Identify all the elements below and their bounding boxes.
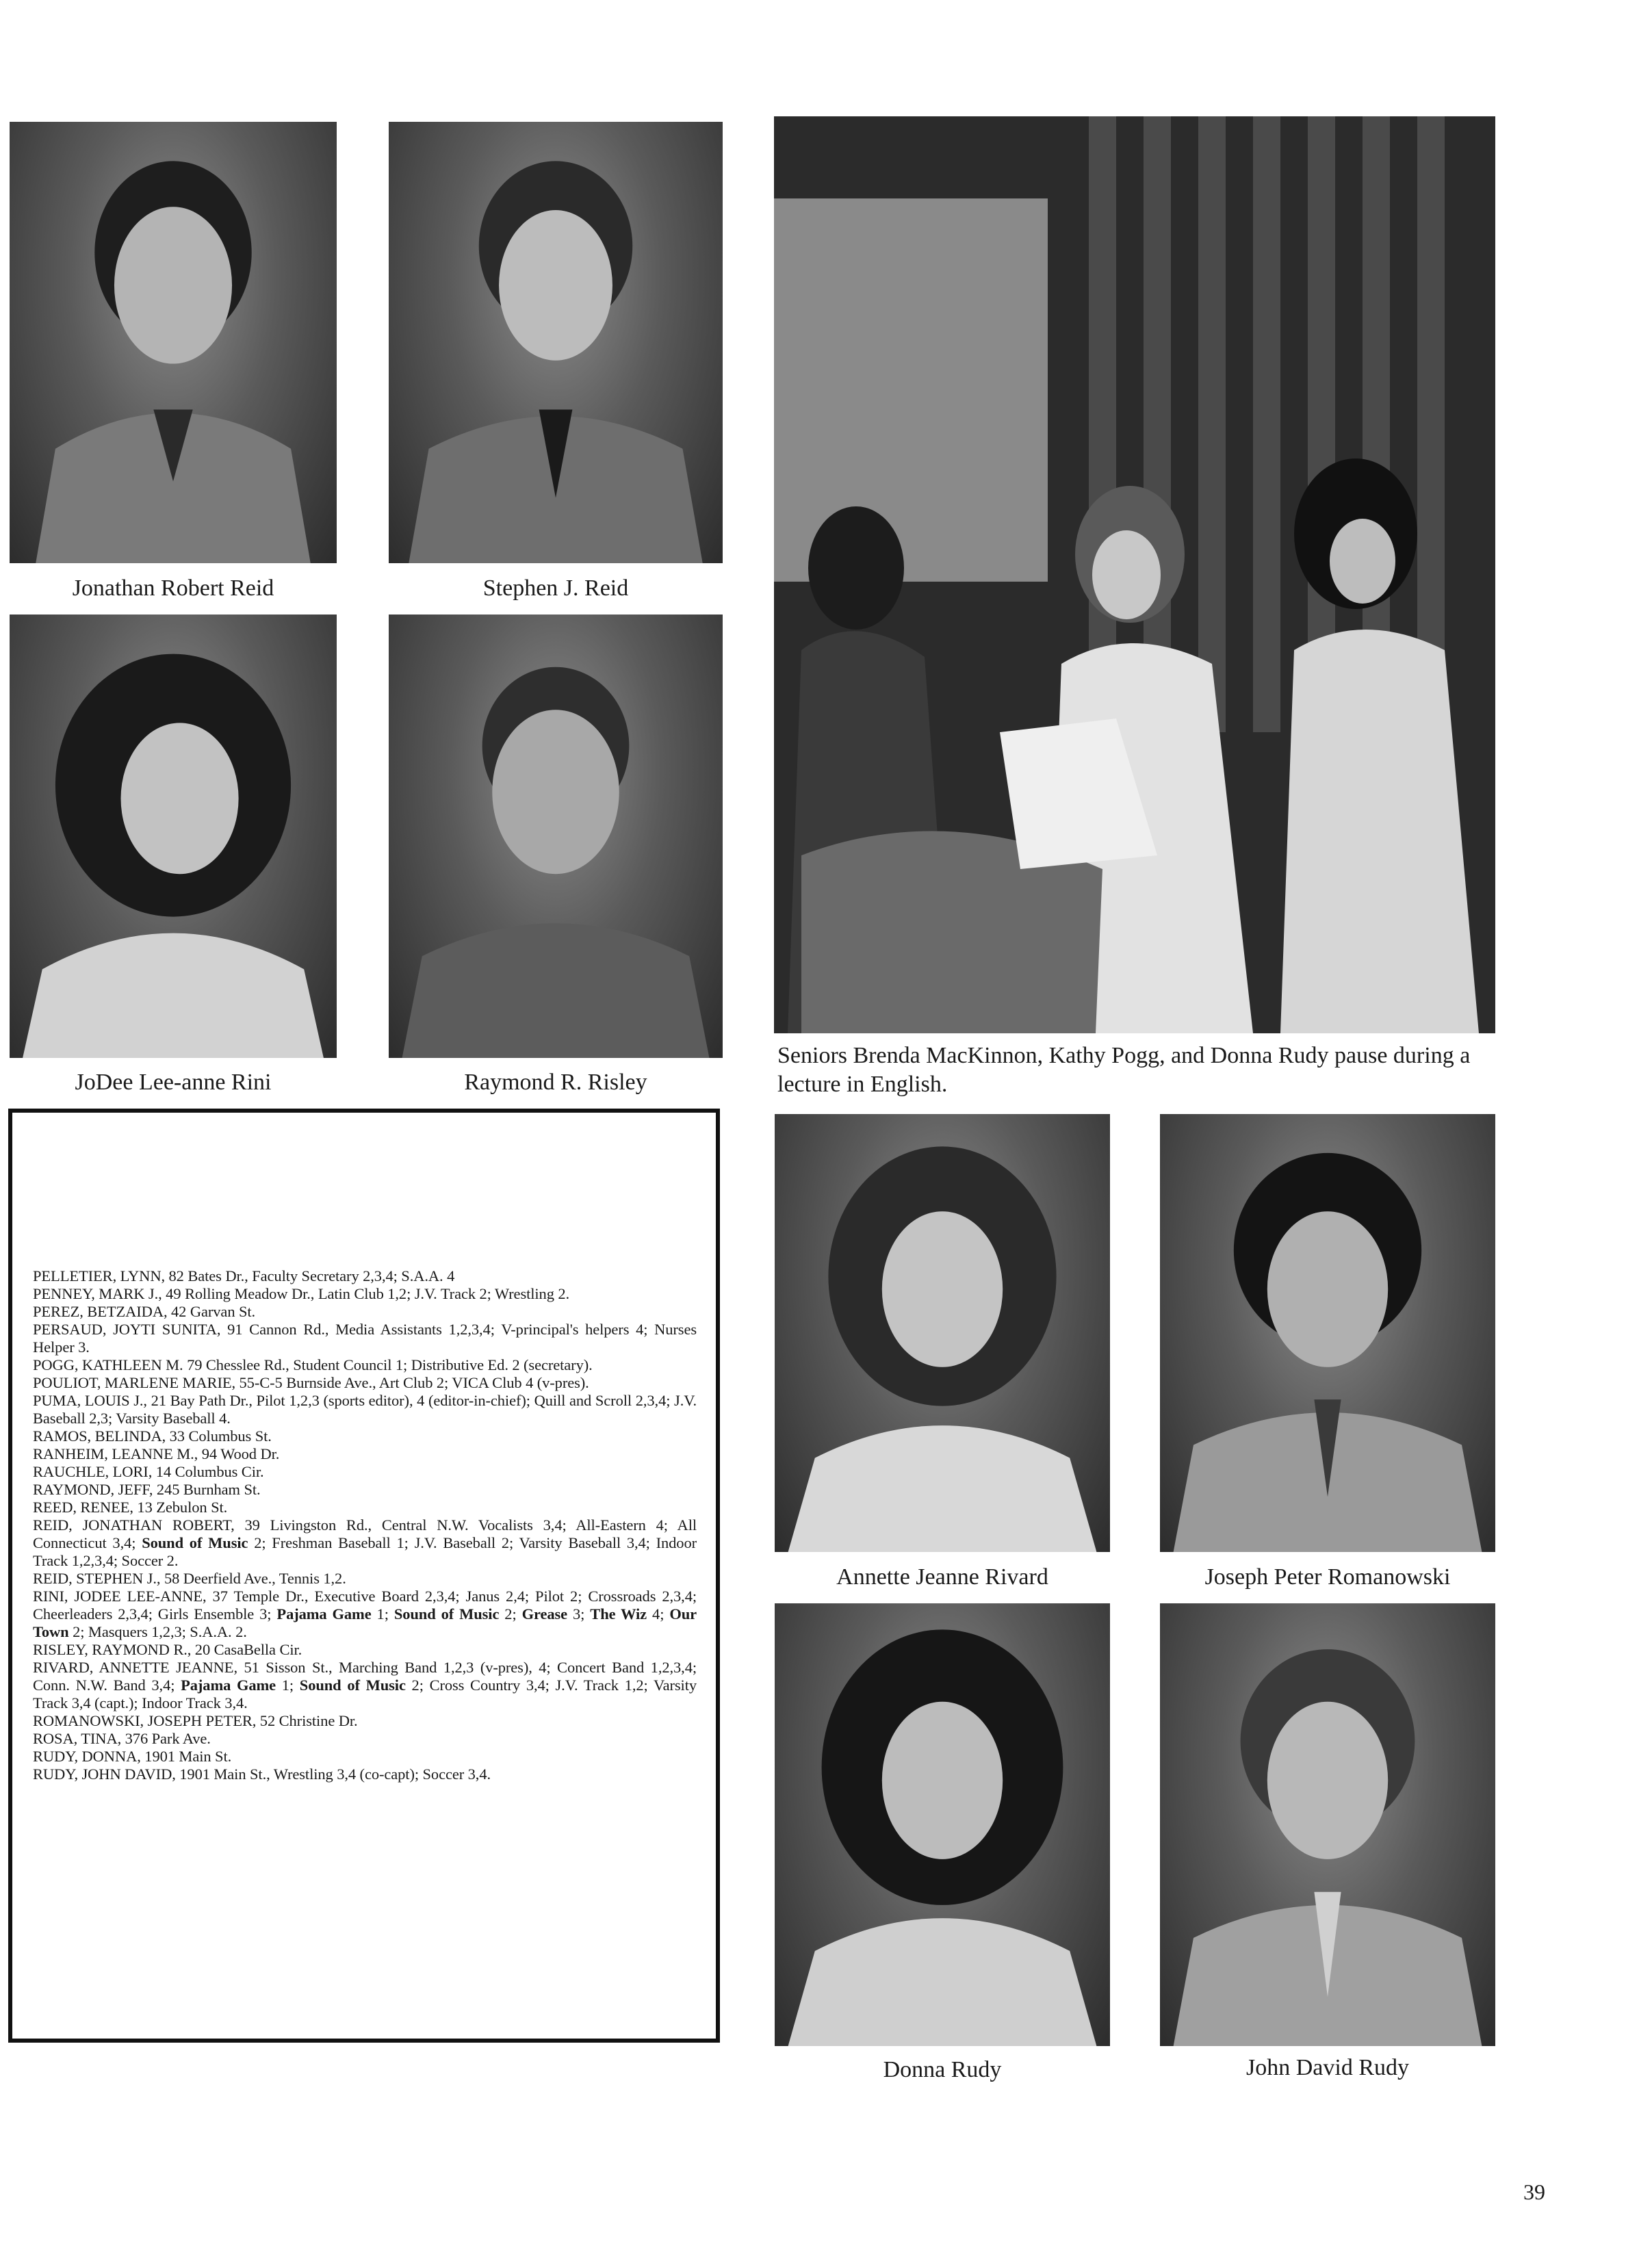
portrait-photo-donna-rudy — [775, 1603, 1110, 2046]
index-entry: REID, STEPHEN J., 58 Deerfield Ave., Tennis 1,2. — [33, 1570, 346, 1587]
portrait-photo-jodee-rini — [10, 615, 337, 1058]
index-entry-show-title: Sound of Music — [299, 1677, 406, 1694]
page-number: 39 — [1523, 2180, 1545, 2204]
portrait-caption: Annette Jeanne Rivard — [836, 1564, 1048, 1590]
index-entry: ROMANOWSKI, JOSEPH PETER, 52 Christine Dr. — [33, 1712, 358, 1729]
index-entry-text: 2; Cross Country 3,4; J.V. Track 1,2; Varsity Track 3,4 (capt.); Indoor Track 3,4. — [33, 1677, 697, 1711]
portrait-photo-john-rudy — [1160, 1603, 1495, 2046]
index-entry-text: 2; Masquers 1,2,3; S.A.A. 2. — [68, 1623, 247, 1640]
index-entry-text: REID, JONATHAN ROBERT, 39 Livingston Rd., Central N.W. Vocalists 3,4; All-Eastern 4; All Connecticut 3,4; — [33, 1516, 697, 1551]
index-entry — [33, 1588, 697, 1641]
index-entry: RISLEY, RAYMOND R., 20 CasaBella Cir. — [33, 1641, 302, 1658]
portrait-caption: Raymond R. Risley — [464, 1070, 647, 1095]
index-entry — [33, 1516, 697, 1570]
senior-index-list — [33, 1267, 697, 1783]
index-entry-show-title: Our Town — [33, 1605, 697, 1640]
index-entry-text: 3; — [567, 1605, 591, 1622]
index-entry: RAYMOND, JEFF, 245 Burnham St. — [33, 1481, 261, 1498]
index-entry: PUMA, LOUIS J., 21 Bay Path Dr., Pilot 1,2,3 (sports editor), 4 (editor-in-chief); Quill and Scroll 2,3,4; J.V. Baseball 2,3; Varsity Baseball 4. — [33, 1392, 697, 1427]
portrait-caption: Jonathan Robert Reid — [72, 576, 274, 601]
index-entry: POGG, KATHLEEN M. 79 Chesslee Rd., Student Council 1; Distributive Ed. 2 (secretary). — [33, 1356, 593, 1373]
index-entry: POULIOT, MARLENE MARIE, 55-C-5 Burnside Ave., Art Club 2; VICA Club 4 (v-pres). — [33, 1374, 589, 1391]
index-entry-text: RINI, JODEE LEE-ANNE, 37 Temple Dr., Executive Board 2,3,4; Janus 2,4; Pilot 2; Crossroads 2,3,4; Cheerleaders 2,3,4; Girls Ensemble 3; — [33, 1588, 697, 1622]
index-entry-show-title: Sound of Music — [393, 1605, 500, 1622]
index-entry-text: 2; Freshman Baseball 1; J.V. Baseball 2; Varsity Baseball 3,4; Indoor Track 1,2,3,4; Soccer 2. — [33, 1534, 697, 1569]
portrait-caption: JoDee Lee-anne Rini — [75, 1070, 272, 1095]
portrait-caption: Donna Rudy — [883, 2057, 1002, 2082]
portrait-photo-jonathan-reid — [10, 122, 337, 563]
portrait-photo-annette-rivard — [775, 1114, 1110, 1552]
senior-index-box — [8, 1109, 720, 2043]
index-entry: PERSAUD, JOYTI SUNITA, 91 Cannon Rd., Media Assistants 1,2,3,4; V-principal's helpers 4; Nurses Helper 3. — [33, 1321, 697, 1356]
index-entry-text: 1; — [276, 1677, 300, 1694]
index-entry: PEREZ, BETZAIDA, 42 Garvan St. — [33, 1303, 256, 1320]
index-entry-show-title: Grease — [521, 1605, 568, 1622]
portrait-photo-stephen-reid — [389, 122, 723, 563]
index-entry: RAUCHLE, LORI, 14 Columbus Cir. — [33, 1463, 264, 1480]
index-entry: REED, RENEE, 13 Zebulon St. — [33, 1499, 228, 1516]
classroom-group-photo — [774, 116, 1495, 1033]
group-photo-caption: Seniors Brenda MacKinnon, Kathy Pogg, and Donna Rudy pause during a lecture in English. — [777, 1043, 1471, 1097]
portrait-photo-raymond-risley — [389, 615, 723, 1058]
portrait-caption: John David Rudy — [1246, 2055, 1409, 2080]
index-entry-show-title: Pajama Game — [181, 1677, 276, 1694]
index-entry: PENNEY, MARK J., 49 Rolling Meadow Dr., Latin Club 1,2; J.V. Track 2; Wrestling 2. — [33, 1285, 570, 1302]
index-entry-show-title: Pajama Game — [276, 1605, 372, 1622]
portrait-caption: Stephen J. Reid — [482, 576, 629, 601]
index-entry-text: 1; — [371, 1605, 394, 1622]
portrait-photo-joseph-romanowski — [1160, 1114, 1495, 1552]
portrait-caption: Joseph Peter Romanowski — [1204, 1564, 1451, 1590]
index-entry: RANHEIM, LEANNE M., 94 Wood Dr. — [33, 1445, 280, 1462]
index-entry — [33, 1659, 697, 1712]
index-entry: PELLETIER, LYNN, 82 Bates Dr., Faculty Secretary 2,3,4; S.A.A. 4 — [33, 1267, 455, 1284]
index-entry: RUDY, DONNA, 1901 Main St. — [33, 1748, 232, 1765]
index-entry: RUDY, JOHN DAVID, 1901 Main St., Wrestling 3,4 (co-capt); Soccer 3,4. — [33, 1766, 491, 1783]
index-entry-show-title: The Wiz — [590, 1605, 647, 1622]
index-entry-text: 4; — [647, 1605, 670, 1622]
index-entry: ROSA, TINA, 376 Park Ave. — [33, 1730, 211, 1747]
index-entry-text: 2; — [499, 1605, 522, 1622]
index-entry: RAMOS, BELINDA, 33 Columbus St. — [33, 1427, 272, 1445]
index-entry-show-title: Sound of Music — [142, 1534, 248, 1551]
index-entry-text: RIVARD, ANNETTE JEANNE, 51 Sisson St., Marching Band 1,2,3 (v-pres), 4; Concert Band 1,2,3,4; Conn. N.W. Band 3,4; — [33, 1659, 697, 1694]
